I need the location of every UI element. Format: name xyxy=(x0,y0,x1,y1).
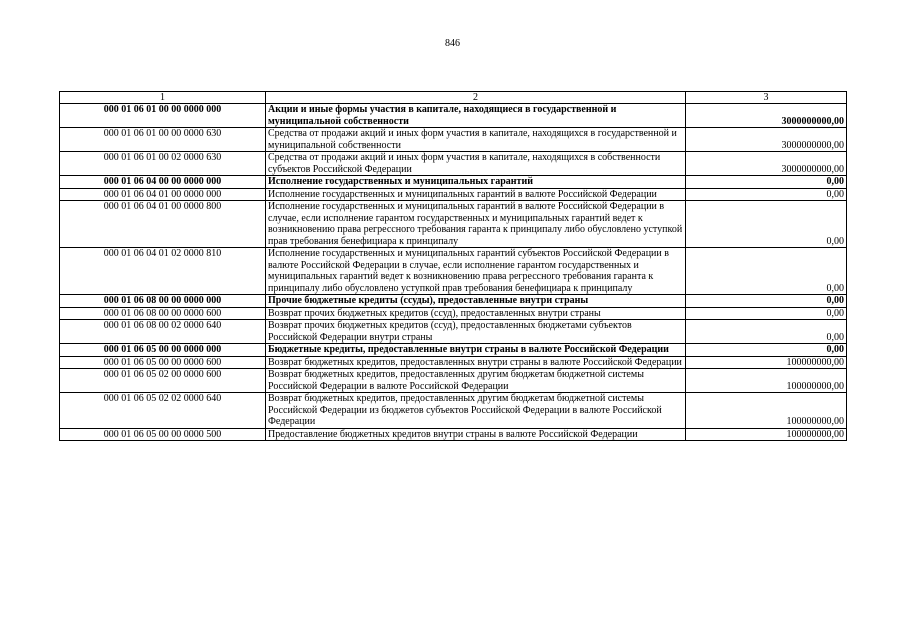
table-header xyxy=(60,92,847,104)
row-amount: 100000000,00 xyxy=(686,393,847,429)
row-code: 000 01 06 01 00 02 0000 630 xyxy=(60,152,266,176)
table-row xyxy=(60,307,847,320)
row-name: Бюджетные кредиты, предоставленные внутри страны в валюте Российской Федерации xyxy=(266,344,686,357)
page-number: 846 xyxy=(445,38,460,49)
row-amount: 0,00 xyxy=(686,295,847,308)
row-code: 000 01 06 04 00 00 0000 000 xyxy=(60,176,266,189)
row-name: Возврат бюджетных кредитов, предоставленных другим бюджетам бюджетной системы Российской Федерации из бюджетов субъектов Российской Федерации в валюте Российской Федерации xyxy=(266,393,686,429)
row-name: Исполнение государственных и муниципальных гарантий в валюте Российской Федерации в случае, если исполнение гарантом государственных и муниципальных гарантий ведет к возникновению права регрессного требования гаранта к принципалу либо обусловлено уступкой прав требования бенефициара к принципалу xyxy=(266,201,686,248)
row-code: 000 01 06 04 01 00 0000 800 xyxy=(60,201,266,248)
row-amount: 0,00 xyxy=(686,201,847,248)
table-row xyxy=(60,356,847,369)
row-amount: 0,00 xyxy=(686,248,847,295)
row-code: 000 01 06 05 02 02 0000 640 xyxy=(60,393,266,429)
row-name: Возврат бюджетных кредитов, предоставленных внутри страны в валюте Российской Федерации xyxy=(266,356,686,369)
row-name: Предоставление бюджетных кредитов внутри страны в валюте Российской Федерации xyxy=(266,428,686,441)
row-code: 000 01 06 01 00 00 0000 000 xyxy=(60,104,266,128)
row-code: 000 01 06 05 02 00 0000 600 xyxy=(60,369,266,393)
table-row xyxy=(60,428,847,441)
row-code: 000 01 06 05 00 00 0000 600 xyxy=(60,356,266,369)
column-header-amount: 3 xyxy=(686,92,847,104)
row-code: 000 01 06 04 01 02 0000 810 xyxy=(60,248,266,295)
row-amount: 100000000,00 xyxy=(686,356,847,369)
row-amount: 0,00 xyxy=(686,307,847,320)
row-amount: 0,00 xyxy=(686,344,847,357)
row-name: Акции и иные формы участия в капитале, находящиеся в государственной и муниципальной собственности xyxy=(266,104,686,128)
row-name: Возврат прочих бюджетных кредитов (ссуд), предоставленных внутри страны xyxy=(266,307,686,320)
row-code: 000 01 06 01 00 00 0000 630 xyxy=(60,128,266,152)
table-row xyxy=(60,369,847,393)
table-row xyxy=(60,344,847,357)
row-name: Средства от продажи акций и иных форм участия в капитале, находящихся в государственной и муниципальной собственности xyxy=(266,128,686,152)
table-row xyxy=(60,152,847,176)
row-code: 000 01 06 05 00 00 0000 500 xyxy=(60,428,266,441)
table-row xyxy=(60,393,847,429)
row-code: 000 01 06 05 00 00 0000 000 xyxy=(60,344,266,357)
row-name: Возврат бюджетных кредитов, предоставленных другим бюджетам бюджетной системы Российской Федерации в валюте Российской Федерации xyxy=(266,369,686,393)
row-name: Возврат прочих бюджетных кредитов (ссуд), предоставленных бюджетами субъектов Российской Федерации внутри страны xyxy=(266,320,686,344)
row-name: Исполнение государственных и муниципальных гарантий субъектов Российской Федерации в валюте Российской Федерации в случае, если исполнение гарантом государственных и муниципальных гарантий ведет к возникновению права регрессного требования гаранта к принципалу либо обусловлено уступкой прав требования бенефициара к принципалу xyxy=(266,248,686,295)
row-code: 000 01 06 08 00 00 0000 000 xyxy=(60,295,266,308)
row-code: 000 01 06 04 01 00 0000 000 xyxy=(60,188,266,201)
table-row xyxy=(60,201,847,248)
row-amount: 100000000,00 xyxy=(686,369,847,393)
row-amount: 100000000,00 xyxy=(686,428,847,441)
row-name: Исполнение государственных и муниципальных гарантий xyxy=(266,176,686,189)
budget-table xyxy=(59,91,847,441)
header-row xyxy=(60,92,847,104)
row-amount: 0,00 xyxy=(686,176,847,189)
row-name: Средства от продажи акций и иных форм участия в капитале, находящихся в собственности субъектов Российской Федерации xyxy=(266,152,686,176)
table-row xyxy=(60,188,847,201)
row-amount: 3000000000,00 xyxy=(686,128,847,152)
table-row xyxy=(60,248,847,295)
table-row xyxy=(60,176,847,189)
table-row xyxy=(60,295,847,308)
table-row xyxy=(60,128,847,152)
column-header-name: 2 xyxy=(266,92,686,104)
table-body xyxy=(60,104,847,441)
row-amount: 3000000000,00 xyxy=(686,104,847,128)
row-amount: 3000000000,00 xyxy=(686,152,847,176)
column-header-code: 1 xyxy=(60,92,266,104)
row-code: 000 01 06 08 00 00 0000 600 xyxy=(60,307,266,320)
row-name: Исполнение государственных и муниципальных гарантий в валюте Российской Федерации xyxy=(266,188,686,201)
row-code: 000 01 06 08 00 02 0000 640 xyxy=(60,320,266,344)
row-amount: 0,00 xyxy=(686,188,847,201)
row-amount: 0,00 xyxy=(686,320,847,344)
table-row xyxy=(60,320,847,344)
row-name: Прочие бюджетные кредиты (ссуды), предоставленные внутри страны xyxy=(266,295,686,308)
table-row xyxy=(60,104,847,128)
